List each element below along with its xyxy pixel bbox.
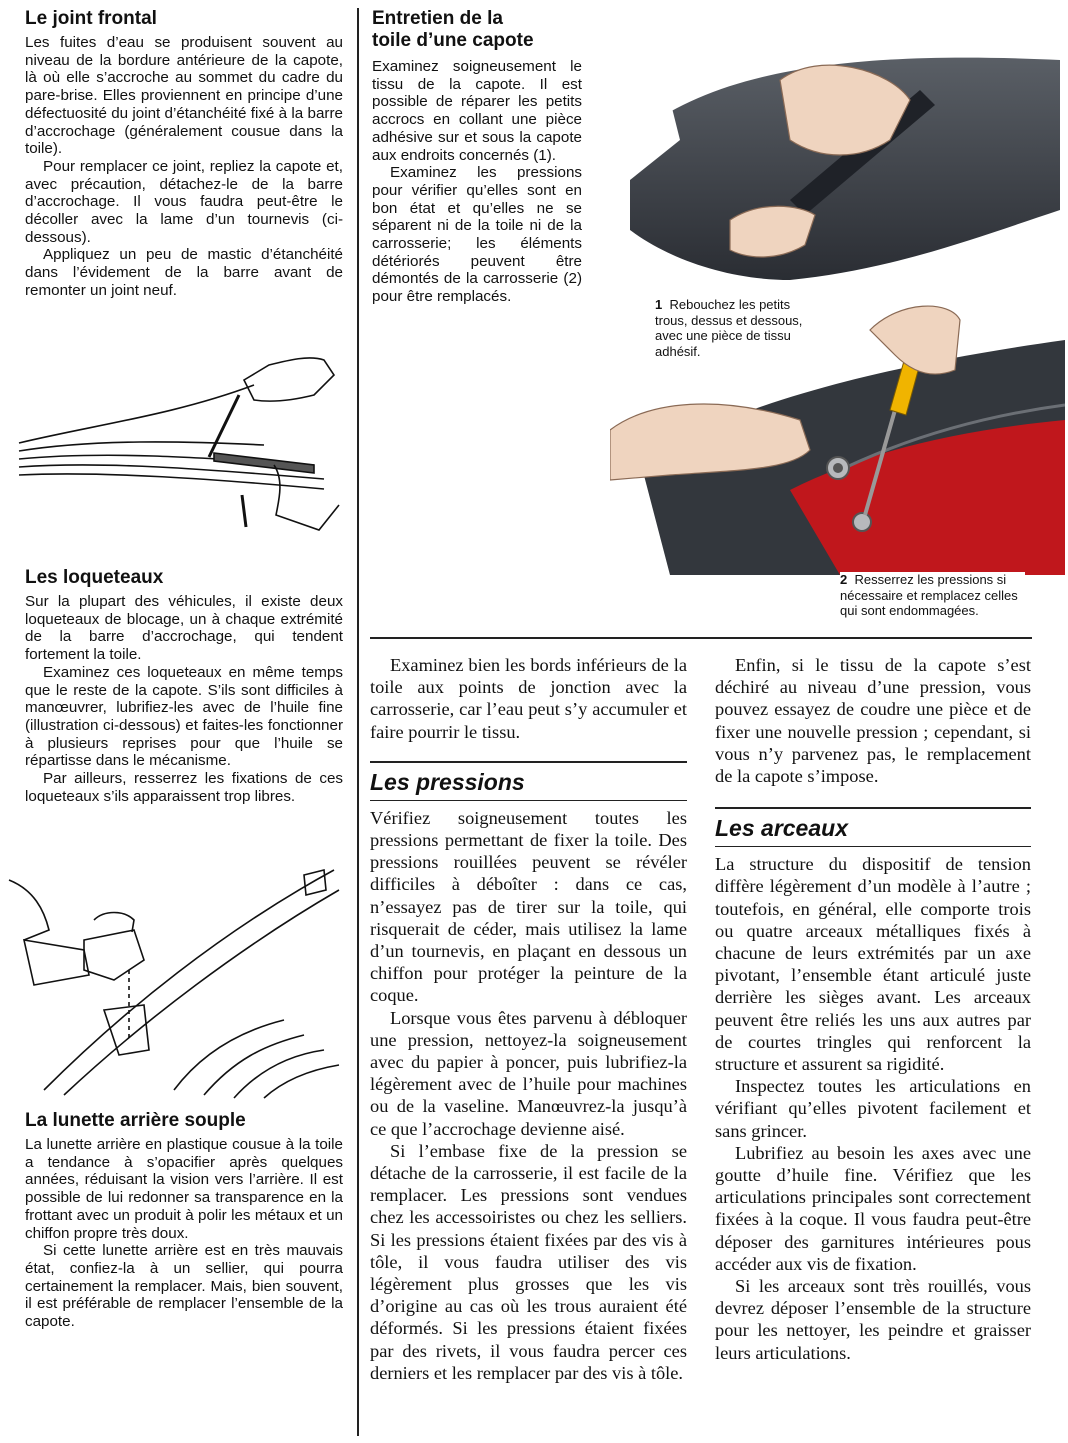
paragraph: Inspectez toutes les articulations en vérifiant qu’elles pivotent facilement et sans grincer. bbox=[715, 1076, 1031, 1141]
heading-loqueteaux: Les loqueteaux bbox=[25, 567, 164, 588]
section-pressions bbox=[370, 654, 687, 1384]
paragraph: Vérifiez soigneusement toutes les pressions permettant de fixer la toile. Des pressions rouillées peuvent se révéler difficiles à déboîter : dans ce cas, n’essayez pas de tirer sur la toile, qui risquerait de céder, mais utilisez la lame d’un tournevis, en plaçant en dessous un chiffon pour protéger la peinture de la coque. bbox=[370, 807, 687, 1006]
paragraph: Examinez bien les bords inférieurs de la toile aux points de jonction avec la carrosserie, car l’eau peut s’y accumuler et faire pourrir le tissu. bbox=[370, 655, 687, 742]
paragraph: Enfin, si le tissu de la capote s’est déchiré au niveau d’une pression, vous pouvez essayez de coudre une pièce et de fixer une nouvelle pression ; cependant, si vous n’y parvenez pas, le remplacement de la capote s’impose. bbox=[715, 655, 1031, 787]
illustration-press-stud bbox=[610, 300, 1065, 575]
paragraph: Sur la plupart des véhicules, il existe deux loqueteaux de blocage, un à chaque extrémité de la barre d’accrochage, qui tendent fortement la toile. bbox=[25, 593, 343, 664]
paragraph: La lunette arrière en plastique cousue à la toile a tendance à s’opacifier après quelques années, réduisant la vision vers l’arrière. Il est possible de lui redonner sa transparence en la frottant avec un produit à polir les métaux et un chiffon propre très doux. bbox=[25, 1136, 343, 1242]
paragraph: Si cette lunette arrière est en très mauvais état, confiez-la à un sellier, qui pourra certainement la remplacer. Mais, bien souvent, il est préférable de remplacer l’ensemble de la capote. bbox=[25, 1242, 343, 1331]
section-entretien bbox=[372, 8, 582, 306]
paragraph: Appliquez un peu de mastic d’étanchéité dans l’évidement de la barre avant de remonter un joint neuf. bbox=[25, 246, 343, 299]
paragraph: Si l’embase fixe de la pression se détache de la carrosserie, il est facile de la remplacer. Les pressions sont vendues chez les accessoiristes ou chez les selliers. Si les pressions étaient fixées par des vis à tôle, il vous faudra utiliser des vis légèrement plus grosses que les vis d’origine au cas où les trous auraient été déformés. Si les pressions étaient fixées par des rivets, il vous faudra percer ces derniers et les remplacer par des vis à tôle. bbox=[370, 1140, 687, 1383]
horizontal-divider bbox=[370, 637, 1032, 639]
section-lunette bbox=[25, 1110, 343, 1331]
illustration-patch-repair bbox=[590, 10, 1060, 300]
caption-1: 1 Rebouchez les petits trous, dessus et dessous, avec une pièce de tissu adhésif. bbox=[655, 297, 803, 359]
heading-joint-frontal: Le joint frontal bbox=[25, 8, 157, 29]
paragraph: Lubrifiez au besoin les axes avec une goutte d’huile fine. Vérifiez que les articulations principales sont correctement fixées à la coque. Il vous faudra peut-être déposer des garnitures intérieures pous accéder aux vis de fixation. bbox=[715, 1142, 1031, 1274]
paragraph: Examinez ces loqueteaux en même temps que le reste de la capote. S’ils sont difficiles à manœuvrer, lubrifiez-les avec de l’huile fine (illustration ci-dessous) et faites-les fonctionner à plusieurs reprises pour que l’huile se répartisse dans le mécanisme. bbox=[25, 663, 343, 770]
paragraph: Examinez soigneusement le tissu de la capote. Il est possible de réparer les petits accrocs en collant une pièce adhésive sur et sous la capote aux endroits concernés (1). bbox=[372, 58, 582, 164]
column-divider bbox=[357, 8, 359, 1436]
paragraph: Les fuites d’eau se produisent souvent au niveau de la bordure antérieure de la capote, là où elle s’accroche au sommet du cadre du pare-brise. Elles proviennent en principe d’une défectuosité du joint d’étanchéité fixé à la barre d’accrochage (généralement cousue dans la toile). bbox=[25, 34, 343, 158]
paragraph: La structure du dispositif de tension diffère légèrement d’un modèle à l’autre ; toutefois, en général, elle comporte trois ou quatre arceaux métalliques fixés à chacune de leurs extrémités par un axe pivotant, l’ensemble étant articulé juste derrière les sièges avant. Les arceaux peuvent être reliés les uns aux autres par de courtes tringles qui renforcent la structure et assurent sa rigidité. bbox=[715, 854, 1031, 1075]
caption-2: 2 Resserrez les pressions si nécessaire et remplacez celles qui sont endommagées. bbox=[840, 572, 1025, 619]
section-joint-frontal bbox=[25, 8, 343, 300]
heading-lunette: La lunette arrière souple bbox=[25, 1110, 246, 1131]
heading-entretien: Entretien de la toile d’une capote bbox=[372, 8, 534, 51]
paragraph: Examinez les pressions pour vérifier qu’elles sont en bon état et qu’elles ne se séparent ni de la toile ni de la carrosserie; les éléments détériorés peuvent être démontés de la carrosserie (2) pour être remplacés. bbox=[372, 164, 582, 306]
heading-pressions: Les pressions bbox=[370, 761, 687, 801]
illustration-latch-oiling bbox=[4, 850, 346, 1100]
heading-arceaux: Les arceaux bbox=[715, 807, 1031, 847]
illustration-joint-removal bbox=[14, 355, 344, 535]
paragraph: Lorsque vous êtes parvenu à débloquer une pression, nettoyez-la soigneusement avec du papier à poncer, puis lubrifiez-la légèrement avec de l’huile pour machines ou de la vaseline. Manœuvrez-la jusqu’à ce que l’accrochage devienne aisé. bbox=[370, 1007, 687, 1139]
section-loqueteaux bbox=[25, 567, 343, 805]
paragraph: Par ailleurs, resserrez les fixations de ces loqueteaux s’ils apparaissent trop libres. bbox=[25, 770, 343, 805]
paragraph: Pour remplacer ce joint, repliez la capote et, avec précaution, détachez-le de la barre d’accrochage. Il vous faudra peut-être le décoller avec la lame d’un tournevis (ci-dessous). bbox=[25, 157, 343, 246]
paragraph: Si les arceaux sont très rouillés, vous devrez déposer l’ensemble de la structure pour les nettoyer, les peindre et graisser leurs articulations. bbox=[715, 1276, 1031, 1363]
section-arceaux bbox=[715, 654, 1031, 1364]
